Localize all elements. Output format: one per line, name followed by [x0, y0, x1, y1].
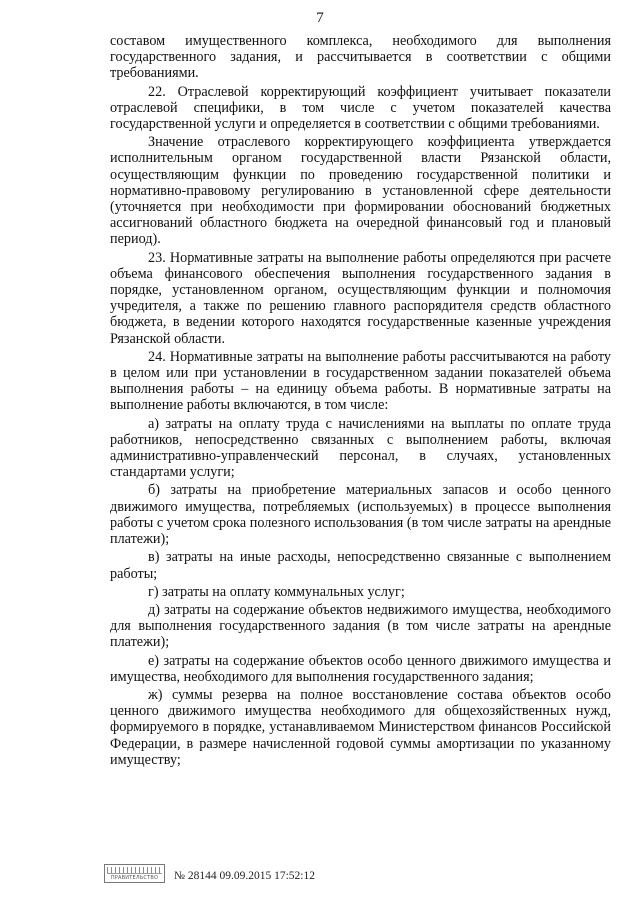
paragraph: 22. Отраслевой корректирующий коэффициент учитывает показатели отраслевой специфики, в том числе с учетом показателей качества государственной услуги и определяется в соответствии с общими требованиями. [110, 83, 611, 133]
registration-stamp: № 28144 09.09.2015 17:52:12 [174, 870, 315, 882]
paragraph: Значение отраслевого корректирующего коэффициента утверждается исполнительным органом государственной власти Рязанской области, осуществляющим функции по проведению государственной политики и нормативно-правовому регулированию в установленной сфере деятельности (уточняется при необходимости при формировании обоснований бюджетных ассигнований областного бюджета на очередной финансовый год и плановый период). [110, 134, 611, 248]
paragraph: д) затраты на содержание объектов недвижимого имущества, необходимого для выполнения государственного задания (в том числе затраты на арендные платежи); [110, 601, 611, 651]
paragraph: в) затраты на иные расходы, непосредственно связанные с выполнением работы; [110, 549, 611, 582]
logo-text: ПРАВИТЕЛЬСТВО [110, 875, 159, 881]
paragraph: г) затраты на оплату коммунальных услуг; [148, 583, 405, 600]
paragraph: а) затраты на оплату труда с начислениями на выплаты по оплате труда работников, непосредственно связанных с выполнением работы, включая административно-управленческий персонал, в случаях, установленных стандартами услуги; [110, 415, 611, 481]
paragraph: ж) суммы резерва на полное восстановление состава объектов особо ценного движимого имущества необходимого для общехозяйственных нужд, формируемого в порядке, устанавливаемом Министерством финансов Российской Федерации, в размере начисленной годовой суммы амортизации по указанному имуществу; [110, 686, 611, 768]
paragraph: б) затраты на приобретение материальных запасов и особо ценного движимого имущества, потребляемых (используемых) в процессе выполнения работы с учетом срока полезного использования (в том числе затраты на арендные платежи); [110, 482, 611, 548]
page-number: 7 [316, 10, 324, 26]
registry-logo [104, 864, 165, 883]
paragraph: составом имущественного комплекса, необходимого для выполнения государственного задания, и рассчитывается в соответствии с общими требованиями. [110, 33, 611, 82]
document-body [110, 33, 611, 770]
document-footer [100, 862, 420, 890]
paragraph: е) затраты на содержание объектов особо ценного движимого имущества и имущества, необходимого для выполнения государственного задания; [110, 652, 611, 685]
paragraph: 23. Нормативные затраты на выполнение работы определяются при расчете объема финансового обеспечения выполнения государственного задания в порядке, установленном органом, осуществляющим функции и полномочия учредителя, а также по решению главного распорядителя средств областного бюджета, в ведении которого находятся государственные казенные учреждения Рязанской области. [110, 249, 611, 347]
paragraph: 24. Нормативные затраты на выполнение работы рассчитываются на работу в целом или при установлении в государственном задании показателей объема выполнения работы – на единицу объема работы. В нормативные затраты на выполнение работы включаются, в том числе: [110, 348, 611, 414]
logo-pattern [107, 867, 162, 874]
